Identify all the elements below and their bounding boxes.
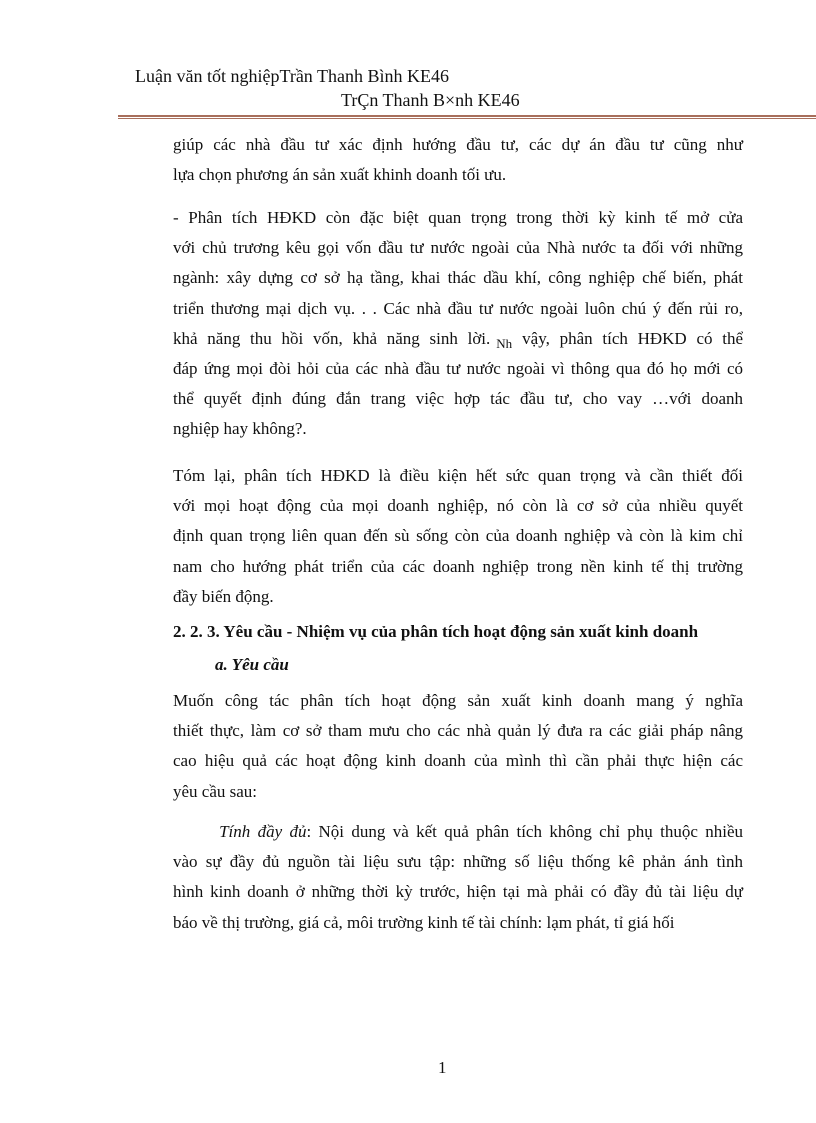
header-line-1: Luận văn tốt nghiệpTrần Thanh Bình KE46 <box>135 66 449 86</box>
text-line: báo về thị trường, giá cả, môi trường kinh tế tài chính: lạm phát, tỉ giá hối <box>173 912 675 932</box>
text-line: giúp các nhà đầu tư xác định hướng đầu tư, các dự án đầu tư cũng như <box>173 135 743 154</box>
paragraph-3 <box>173 686 743 807</box>
text-line: định quan trọng liên quan đến sù sống còn của doanh nghiệp và còn là kim chỉ <box>173 526 743 546</box>
text-line: thể quyết định đúng đắn trang việc hợp tác đầu tư, cho vay …với doanh <box>173 389 743 409</box>
header-line-2: TrÇn Thanh B×nh KE46 <box>341 90 520 110</box>
text-fragment: : Nội dung và kết quả phân tích không chỉ phụ thuộc nhiều <box>306 822 743 841</box>
text-line: - Phân tích HĐKD còn đặc biệt quan trọng trong thời kỳ kinh tế mở cửa <box>173 208 743 227</box>
text-line: cao hiệu quả các hoạt động kinh doanh của mình thì cần phải thực hiện các <box>173 751 743 771</box>
subsection-heading: a. Yêu cầu <box>215 655 289 674</box>
header-rule-thick <box>118 115 816 117</box>
text-line: đáp ứng mọi đòi hỏi của các nhà đầu tư nước ngoài vì thông qua đó họ mới có <box>173 358 743 378</box>
text-line: nam cho hướng phát triển của các doanh nghiệp trong nền kinh tế thị trường <box>173 556 743 576</box>
text-line: ngành: xây dựng cơ sở hạ tầng, khai thác dầu khí, công nghiệp chế biến, phát <box>173 268 743 288</box>
text-line: với mọi hoạt động của mọi doanh nghiệp, nó còn là cơ sở của nhiều quyết <box>173 496 743 516</box>
text-line: vào sự đầy đủ nguồn tài liệu sưu tập: những số liệu thống kê phản ánh tình <box>173 852 743 872</box>
stray-fragment: Nh <box>496 335 513 351</box>
text-line: triển thương mại dịch vụ. . . Các nhà đầu tư nước ngoài luôn chú ý đến rủi ro, <box>173 298 743 318</box>
paragraph-4 <box>173 817 743 938</box>
text-line: ​ Tính đầy đủ: Nội dung và kết quả phân tích không chỉ phụ thuộc nhiều <box>175 822 743 841</box>
text-line: nghiệp hay không?. <box>173 419 307 439</box>
text-fragment: khả năng thu hồi vốn, khả năng sinh lời. <box>173 328 491 348</box>
italic-term: Tính đầy đủ <box>219 822 307 841</box>
text-line: Muốn công tác phân tích hoạt động sản xuất kinh doanh mang ý nghĩa <box>173 691 743 710</box>
text-line: đầy biến động. <box>173 586 274 606</box>
paragraph-1 <box>173 203 743 445</box>
text-line: Tóm lại, phân tích HĐKD là điều kiện hết sức quan trọng và cần thiết đối <box>173 466 743 485</box>
page-number: 1 <box>438 1058 447 1077</box>
paragraph-0 <box>173 130 743 190</box>
text-line: yêu cầu sau: <box>173 781 258 801</box>
text-line: thiết thực, làm cơ sở tham mưu cho các nhà quản lý đưa ra các giải pháp nâng <box>173 721 743 741</box>
header-rule-thin <box>118 118 816 119</box>
paragraph-2 <box>173 461 743 612</box>
text-line: lựa chọn phương án sản xuất khinh doanh tối ưu. <box>173 165 507 185</box>
text-line: hình kinh doanh ở những thời kỳ trước, hiện tại mà phải có đầy đủ tài liệu dự <box>173 882 743 902</box>
text-fragment: vậy, phân tích HĐKD có thể <box>522 328 743 348</box>
text-line: với chủ trương kêu gọi vốn đầu tư nước ngoài của Nhà nước ta đối với những <box>173 238 743 258</box>
section-heading: 2. 2. 3. Yêu cầu - Nhiệm vụ của phân tích hoạt động sản xuất kinh doanh <box>173 622 699 641</box>
text-line-split <box>173 324 743 354</box>
